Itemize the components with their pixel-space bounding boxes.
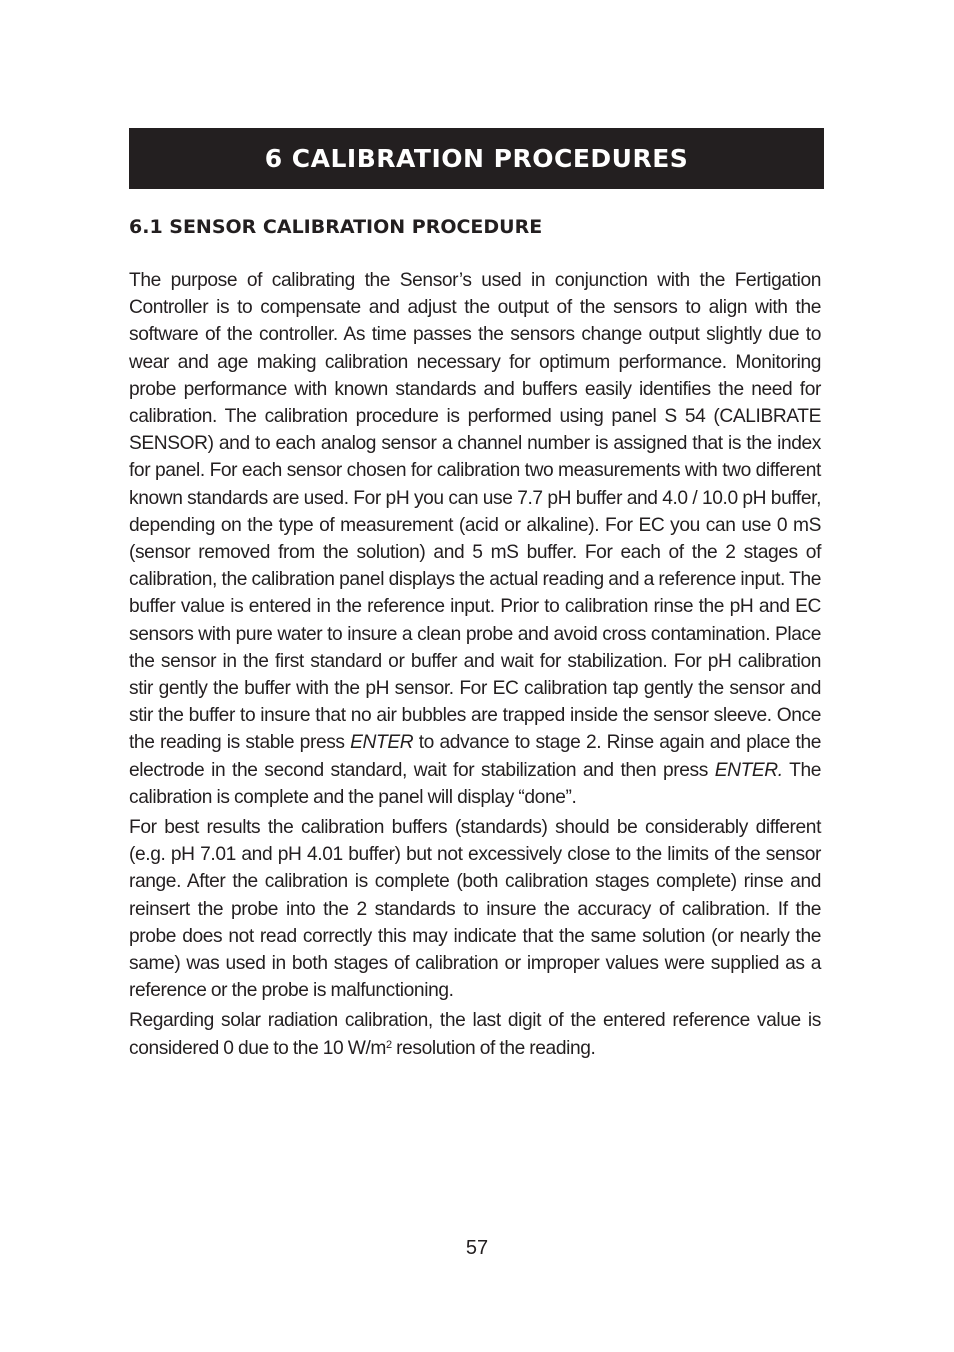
superscript: 2 [385,1038,392,1051]
paragraph-text: The purpose of calibrating the Sensor’s used in conjunction with the Fertigation Controller is to compensate and adjust the output of the sensors to align with the software of the controller. As time passes the sensors change output slightly due to wear and age making calibration necessary for optimum performance. Monitoring probe performance with known standards and buffers easily identifies the need for calibration. The calibration procedure is performed using panel S 54 (CALIBRATE SENSOR) and to each analog sensor a channel number is assigned that is the index for panel. For each sensor chosen for calibration two measurements with two different known standards are used. For pH you can use 7.7 pH buffer and 4.0 / 10.0 pH buffer, depending on the type of measurement (acid or alkaline). For EC you can use 0 mS (sensor removed from the solution) and 5 mS buffer. For each of the 2 stages of calibration, the calibration panel displays the actual reading and a reference input. The buffer value is entered in the reference input. Prior to calibration rinse the pH and EC sensors with pure water to insure a clean probe and avoid cross contamination. Place the sensor in the first standard or buffer and wait for stabilization. For pH calibration stir gently the buffer with the pH sensor. For EC calibration tap gently the sensor and stir the buffer to insure that no air bubbles are trapped inside the sensor sleeve. Once the reading is stable press [129,270,821,754]
paragraph-calibration-purpose [129,267,821,811]
body-text [129,267,821,1065]
paragraph-best-results: For best results the calibration buffers (standards) should be considerably different (e.g. pH 7.01 and pH 4.01 buffer) but not excessively close to the limits of the sensor range. After the calibration is complete (both calibration stages complete) rinse and reinsert the probe into the 2 standards to insure the accuracy of calibration. If the probe does not read correctly this may indicate that the same solution (or nearly the same) was used in both stages of calibration or improper values were supplied as a reference or the probe is malfunctioning. [129,817,821,1002]
paragraph-solar-radiation [129,1007,821,1061]
chapter-banner [129,128,824,189]
chapter-title: 6 CALIBRATION PROCEDURES [264,144,689,173]
enter-key-reference: ENTER. [714,759,783,781]
paragraph-text: resolution of the reading. [391,1037,596,1059]
enter-key-reference: ENTER [350,732,414,754]
paragraph-text: The calibration is complete and the panel will display “done”. [129,759,821,808]
page-number: 57 [465,1237,489,1259]
paragraph-text: Regarding solar radiation calibration, the last digit of the entered reference value is considered 0 due to the 10 W/m [129,1010,821,1059]
paragraph-text: to advance to stage 2. Rinse again and place the electrode in the second standard, wait for stabilization and then press [129,732,821,781]
section-heading: 6.1 SENSOR CALIBRATION PROCEDURE [129,216,543,238]
